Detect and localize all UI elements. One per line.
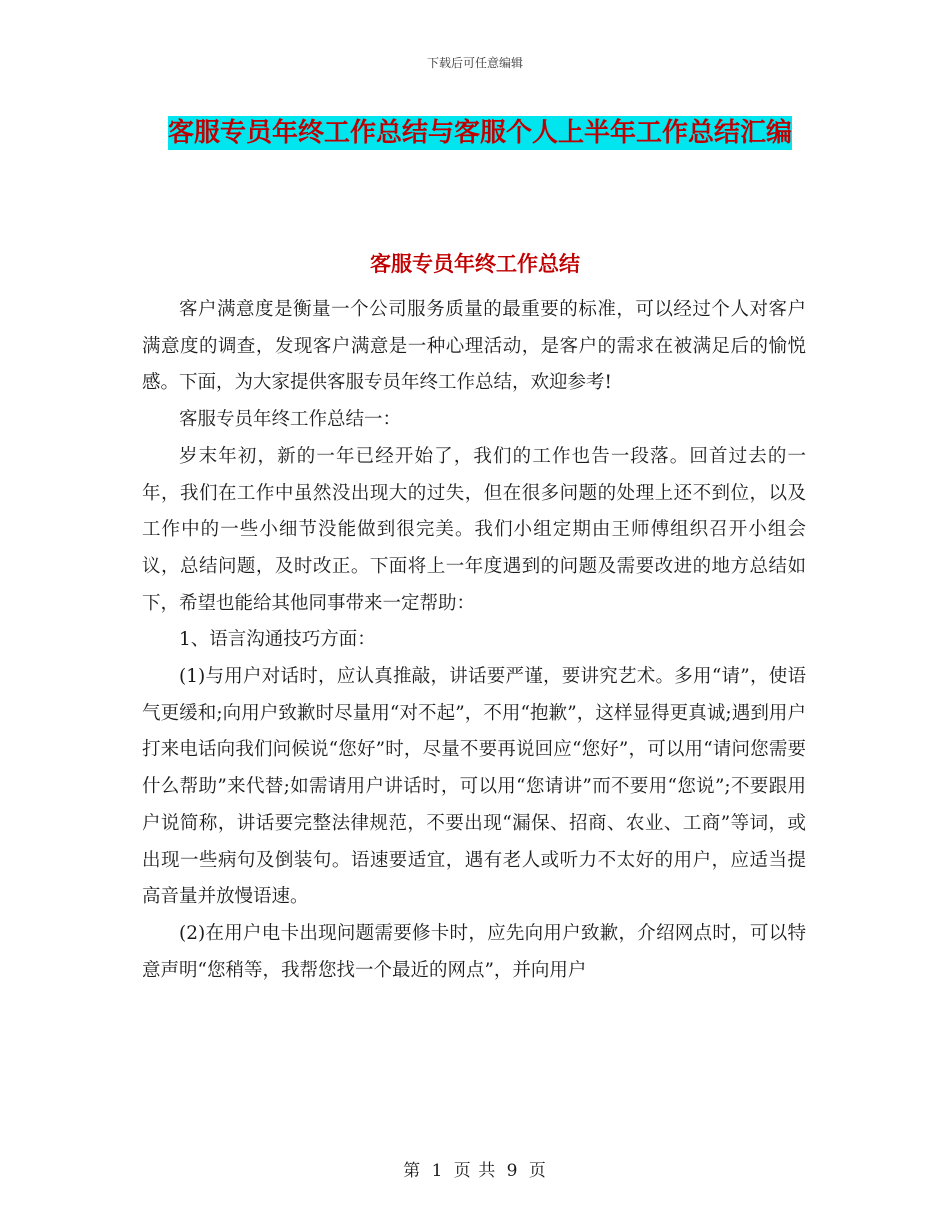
footer-middle: 页 共 xyxy=(453,1161,497,1181)
total-pages: 9 xyxy=(506,1161,519,1181)
section-title: 客服专员年终工作总结 xyxy=(370,252,580,276)
paragraph: (2)在用户电卡出现问题需要修卡时，应先向用户致歉，介绍网点时，可以特意声明“您稍等，我帮您找一个最近的网点”，并向用户 xyxy=(142,922,806,981)
page-footer xyxy=(0,1156,950,1181)
paragraph: 1、语言沟通技巧方面： xyxy=(179,629,376,651)
paragraph: (1)与用户对话时，应认真推敲，讲话要严谨，要讲究艺术。多用“请”，使语气更缓和;向用户致歉时尽量用“对不起”，不用“抱歉”，这样显得更真诚;遇到用户打来电话向我们问候说“您好”时，尽量不要再说回应“您好”，可以用“请问您需要什么帮助”来代替;如需请用户讲话时，可以用“您请讲”而不要用“您说”;不要跟用户说简称，讲话要完整法律规范，不要出现“漏保、招商、农业、工商”等词，或出现一些病句及倒装句。语速要适宜，遇有老人或听力不太好的用户，应适当提高音量并放慢语速。 xyxy=(142,666,806,908)
paragraph: 客户满意度是衡量一个公司服务质量的最重要的标准，可以经过个人对客户满意度的调查，发现客户满意是一种心理活动，是客户的需求在被满足后的愉悦感。下面，为大家提供客服专员年终工作总结，欢迎参考! xyxy=(142,299,806,394)
paragraph: 客服专员年终工作总结一： xyxy=(179,409,402,431)
footer-prefix: 第 xyxy=(403,1161,422,1181)
page-number: 1 xyxy=(431,1161,444,1181)
header-note: 下载后可任意编辑 xyxy=(426,56,523,70)
paragraph: 岁末年初，新的一年已经开始了，我们的工作也告一段落。回首过去的一年，我们在工作中虽然没出现大的过失，但在很多问题的处理上还不到位，以及工作中的一些小细节没能做到很完美。我们小组定期由王师傅组织召开小组会议，总结问题，及时改正。下面将上一年度遇到的问题及需要改进的地方总结如下，希望也能给其他同事带来一定帮助： xyxy=(142,445,806,614)
footer-suffix: 页 xyxy=(528,1161,547,1181)
document-body xyxy=(142,292,806,989)
document-title xyxy=(140,108,820,158)
document-title-text: 客服专员年终工作总结与客服个人上半年工作总结汇编 xyxy=(167,118,792,148)
